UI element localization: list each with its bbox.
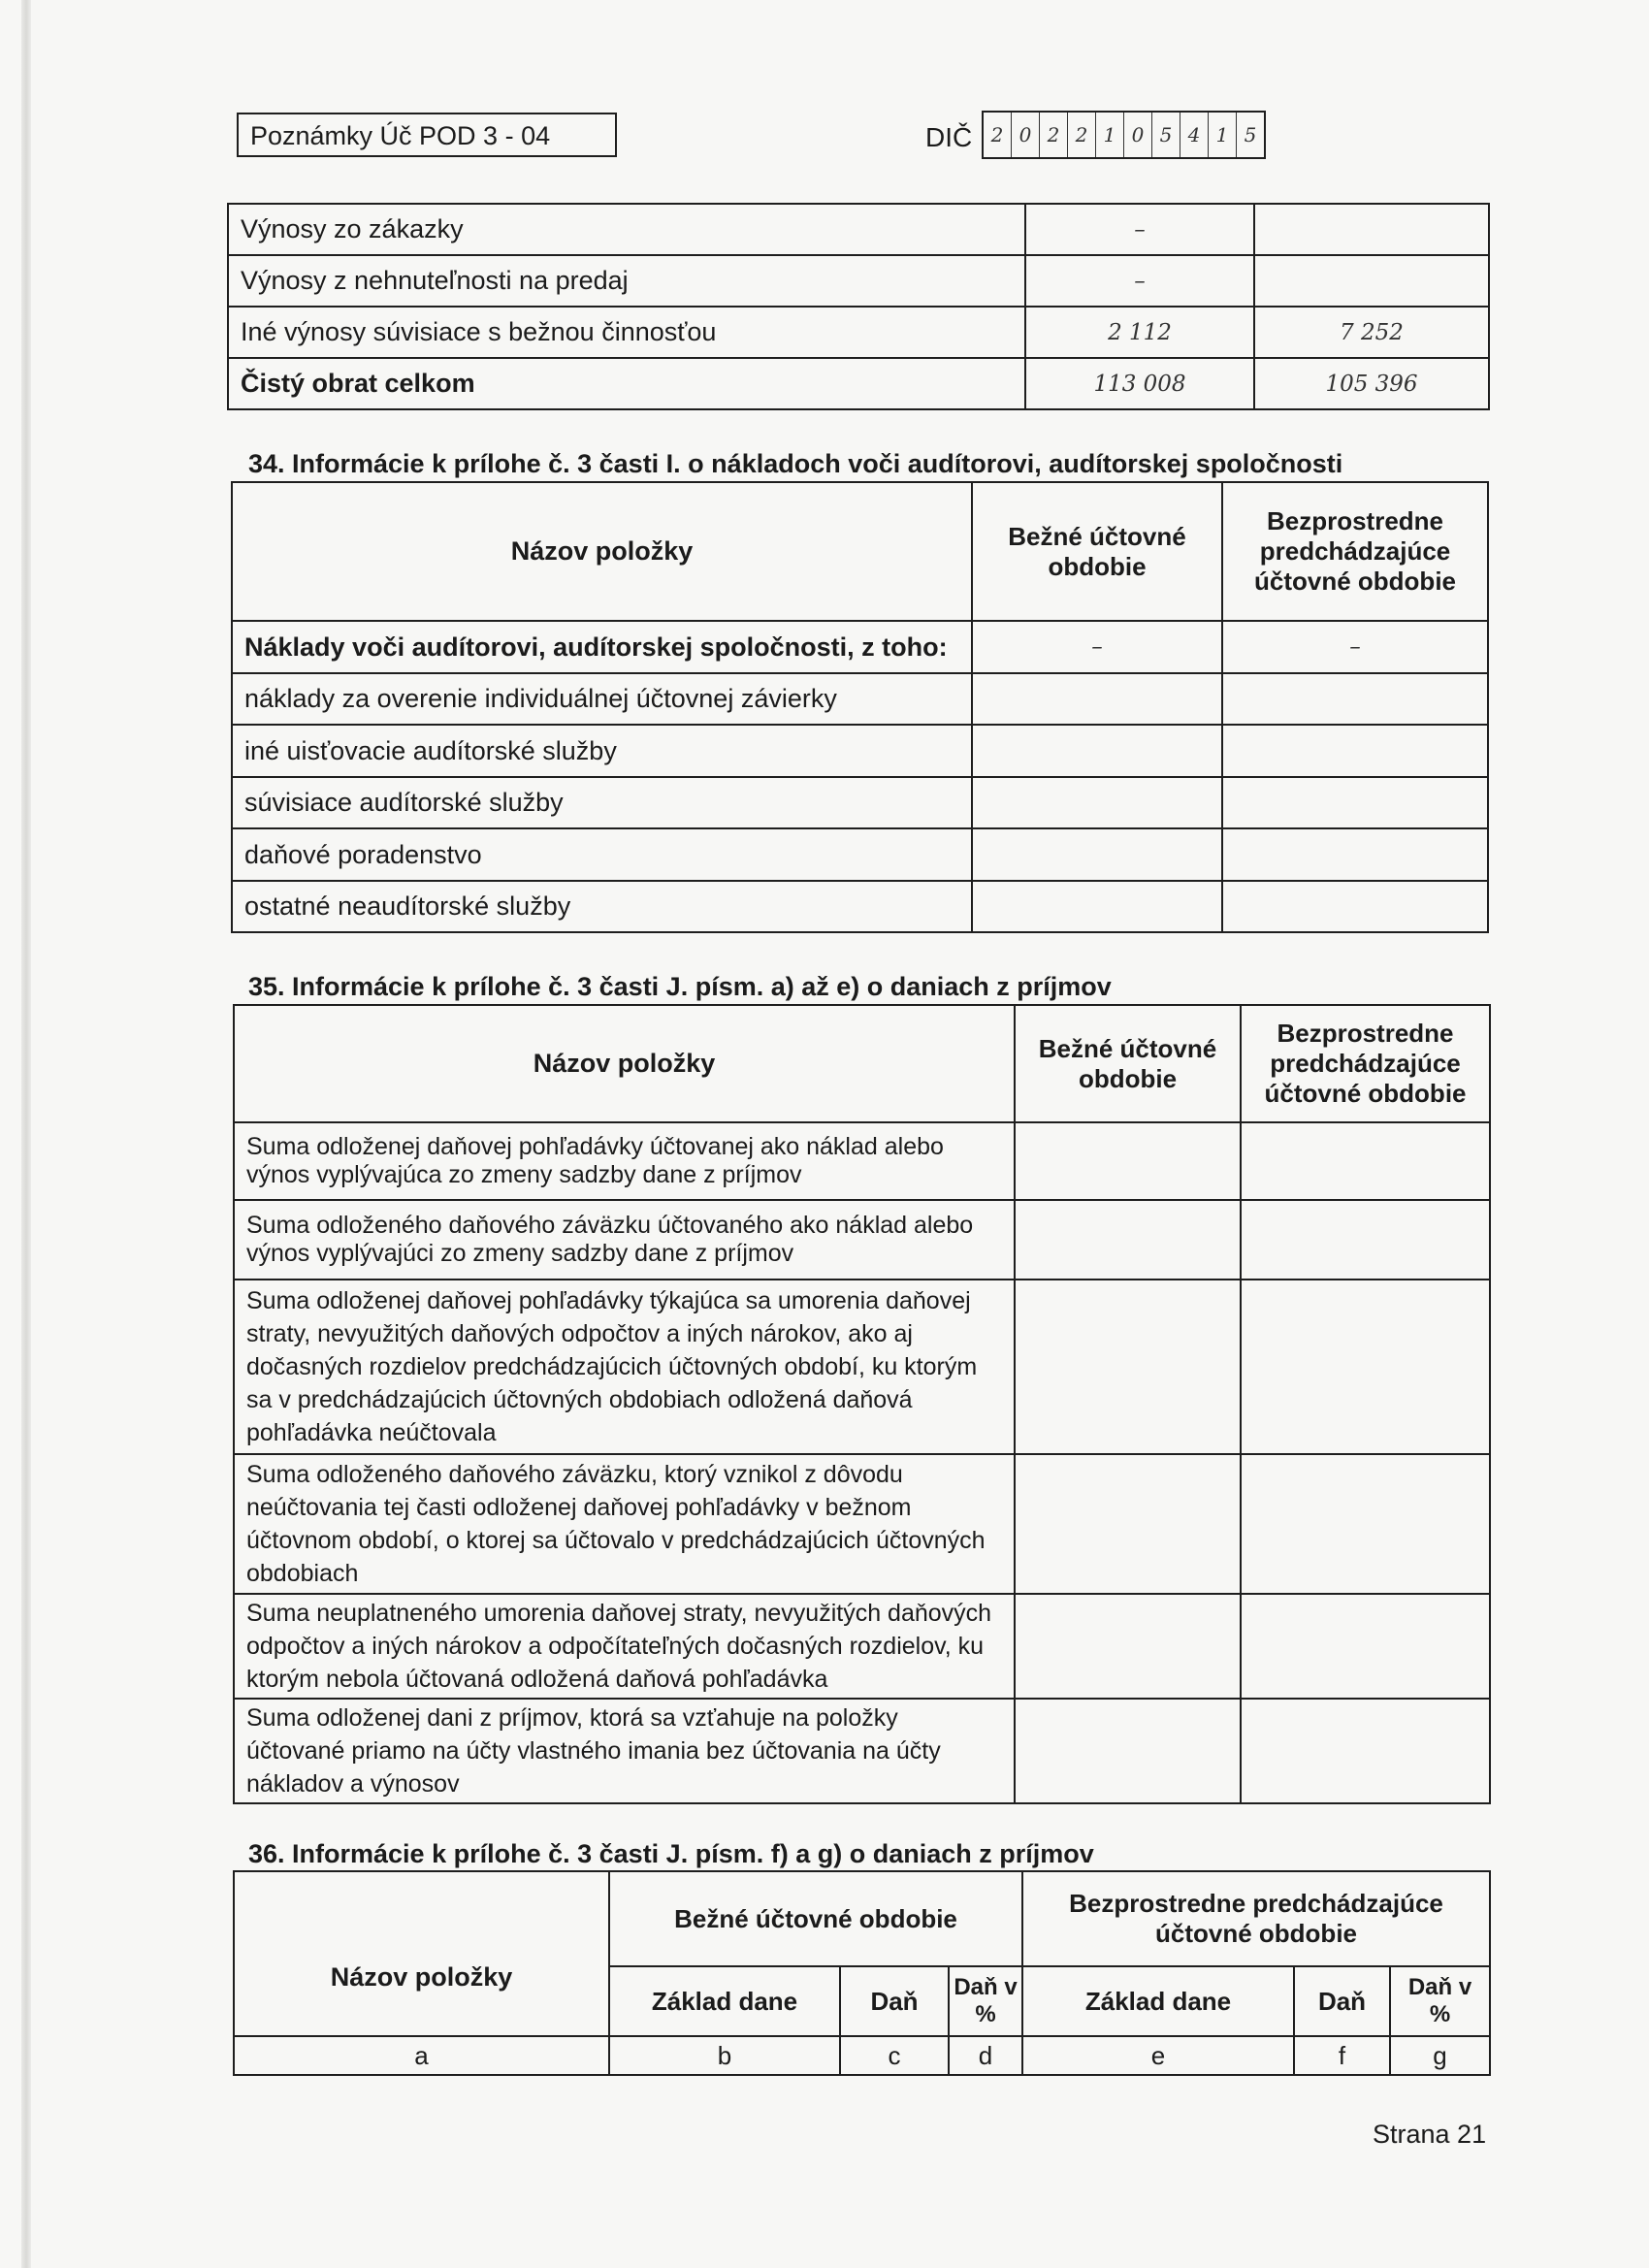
col-current-header: Bežné účtovné obdobie — [609, 1871, 1022, 1966]
col-current-header: Bežné účtovné obdobie — [972, 482, 1222, 621]
row-label: Iné výnosy súvisiace s bežnou činnosťou — [228, 307, 1025, 358]
previous-value — [1241, 1454, 1490, 1594]
table-row — [232, 725, 1488, 777]
previous-value — [1254, 255, 1489, 307]
letter-row — [234, 2036, 1490, 2075]
dic-digit: 2 — [1040, 113, 1068, 157]
col-previous-header: Bezprostredne predchádzajúce účtovné obdobie — [1241, 1005, 1490, 1122]
col-name-header: Názov položky — [232, 482, 972, 621]
current-value — [1015, 1594, 1241, 1699]
col-name-header: Názov položky — [234, 1871, 609, 2036]
current-value — [1015, 1454, 1241, 1594]
current-value — [972, 725, 1222, 777]
dic-digit: 2 — [1068, 113, 1096, 157]
table-row — [232, 881, 1488, 932]
table-row — [234, 1280, 1490, 1454]
binding-edge — [21, 0, 31, 2268]
previous-value: 7 252 — [1254, 307, 1489, 358]
current-value: 2 112 — [1025, 307, 1254, 358]
current-value: – — [972, 621, 1222, 673]
form-label: Poznámky Úč POD 3 - 04 — [237, 113, 617, 157]
current-value — [1015, 1122, 1241, 1200]
tax-header: Daň — [1294, 1966, 1390, 2036]
dic-field — [982, 111, 1266, 159]
previous-value — [1241, 1280, 1490, 1454]
row-label: Suma odloženej daňovej pohľadávky účtovanej ako náklad alebo výnos vyplývajúca zo zmeny sadzby dane z príjmov — [234, 1122, 1015, 1200]
row-label: ostatné neaudítorské služby — [232, 881, 972, 932]
previous-value — [1241, 1200, 1490, 1280]
current-value — [972, 777, 1222, 828]
col-previous-header: Bezprostredne predchádzajúce účtovné obdobie — [1222, 482, 1488, 621]
column-letter: g — [1390, 2036, 1490, 2075]
previous-value — [1222, 725, 1488, 777]
column-letter: c — [840, 2036, 949, 2075]
previous-value — [1241, 1594, 1490, 1699]
section-34-title: 34. Informácie k prílohe č. 3 časti I. o nákladoch voči audítorovi, audítorskej spoločnosti — [248, 449, 1343, 478]
previous-value — [1241, 1122, 1490, 1200]
table-row — [228, 307, 1489, 358]
row-label: Suma odloženej dani z príjmov, ktorá sa vzťahuje na položky účtované priamo na účty vlastného imania bez účtovania na účty nákladov a výnosov — [234, 1699, 1015, 1803]
tax-base-header: Základ dane — [1022, 1966, 1294, 2036]
row-label: Výnosy zo zákazky — [228, 204, 1025, 255]
current-value: – — [1025, 204, 1254, 255]
dic-digit: 4 — [1180, 113, 1209, 157]
previous-value — [1222, 673, 1488, 725]
tax-header: Daň — [840, 1966, 949, 2036]
col-previous-header: Bezprostredne predchádzajúce účtovné obdobie — [1022, 1871, 1490, 1966]
col-name-header: Názov položky — [234, 1005, 1015, 1122]
current-value — [972, 828, 1222, 881]
previous-value — [1222, 828, 1488, 881]
header-row — [232, 482, 1488, 621]
row-label: náklady za overenie individuálnej účtovnej závierky — [232, 673, 972, 725]
tax-base-header: Základ dane — [609, 1966, 840, 2036]
previous-value — [1222, 777, 1488, 828]
row-label: daňové poradenstvo — [232, 828, 972, 881]
section-35-title: 35. Informácie k prílohe č. 3 časti J. písm. a) až e) o daniach z príjmov — [248, 972, 1112, 1001]
header-row — [234, 1005, 1490, 1122]
column-letter: d — [949, 2036, 1022, 2075]
table-row — [232, 828, 1488, 881]
previous-value — [1241, 1699, 1490, 1803]
previous-value — [1222, 881, 1488, 932]
row-label: Náklady voči audítorovi, audítorskej spoločnosti, z toho: — [232, 621, 972, 673]
current-value — [1015, 1200, 1241, 1280]
col-current-header: Bežné účtovné obdobie — [1015, 1005, 1241, 1122]
row-label: Suma odloženej daňovej pohľadávky týkajúca sa umorenia daňovej straty, nevyužitých daňových odpočtov a iných nárokov, ako aj dočasných rozdielov predchádzajúcich účtovných období, ku ktorým sa v predchádzajúcich účtovných obdobiach odložená daňová pohľadávka neúčtovala — [234, 1280, 1015, 1454]
current-value — [1015, 1699, 1241, 1803]
section-34-table — [231, 481, 1489, 933]
tax-percent-header: Daň v % — [949, 1966, 1022, 2036]
table-row — [234, 1200, 1490, 1280]
dic-label: DIČ — [925, 122, 973, 152]
column-letter: b — [609, 2036, 840, 2075]
row-label: Suma neuplatneného umorenia daňovej straty, nevyužitých daňových odpočtov a iných nárokov a odpočítateľných dočasných rozdielov, ku ktorým nebola účtovaná odložená daňová pohľadávka — [234, 1594, 1015, 1699]
current-value — [972, 673, 1222, 725]
header-row — [234, 1871, 1490, 1966]
dic-digit: 5 — [1152, 113, 1180, 157]
current-value: 113 008 — [1025, 358, 1254, 409]
current-value — [972, 881, 1222, 932]
row-label-total: Čistý obrat celkom — [228, 358, 1025, 409]
table-row — [232, 621, 1488, 673]
table-row — [232, 777, 1488, 828]
row-label: iné uisťovacie audítorské služby — [232, 725, 972, 777]
previous-value: – — [1222, 621, 1488, 673]
row-label: Výnosy z nehnuteľnosti na predaj — [228, 255, 1025, 307]
dic-digit: 0 — [1012, 113, 1040, 157]
row-label: Suma odloženého daňového záväzku účtovaného ako náklad alebo výnos vyplývajúci zo zmeny sadzby dane z príjmov — [234, 1200, 1015, 1280]
dic-digit: 2 — [984, 113, 1012, 157]
table-row — [234, 1122, 1490, 1200]
dic-digit: 1 — [1209, 113, 1237, 157]
table-row — [228, 255, 1489, 307]
current-value — [1015, 1280, 1241, 1454]
previous-value — [1254, 204, 1489, 255]
current-value: – — [1025, 255, 1254, 307]
previous-value: 105 396 — [1254, 358, 1489, 409]
row-label: Suma odloženého daňového záväzku, ktorý vznikol z dôvodu neúčtovania tej časti odloženej daňovej pohľadávky v bežnom účtovnom období, o ktorej sa účtovalo v predchádzajúcich účtovných obdobiach — [234, 1454, 1015, 1594]
column-letter: a — [234, 2036, 609, 2075]
table-row — [228, 358, 1489, 409]
dic-digit: 1 — [1096, 113, 1124, 157]
table-row — [234, 1699, 1490, 1803]
section-36-title: 36. Informácie k prílohe č. 3 časti J. písm. f) a g) o daniach z príjmov — [248, 1839, 1094, 1868]
table-row — [234, 1454, 1490, 1594]
revenue-table — [227, 203, 1490, 410]
dic-digit: 0 — [1124, 113, 1152, 157]
column-letter: f — [1294, 2036, 1390, 2075]
section-35-table — [233, 1004, 1491, 1804]
row-label: súvisiace audítorské služby — [232, 777, 972, 828]
column-letter: e — [1022, 2036, 1294, 2075]
table-row — [232, 673, 1488, 725]
table-row — [228, 204, 1489, 255]
section-36-table — [233, 1870, 1491, 2076]
page-number: Strana 21 — [1373, 2120, 1487, 2149]
table-row — [234, 1594, 1490, 1699]
tax-percent-header: Daň v % — [1390, 1966, 1490, 2036]
dic-digit: 5 — [1244, 123, 1257, 146]
